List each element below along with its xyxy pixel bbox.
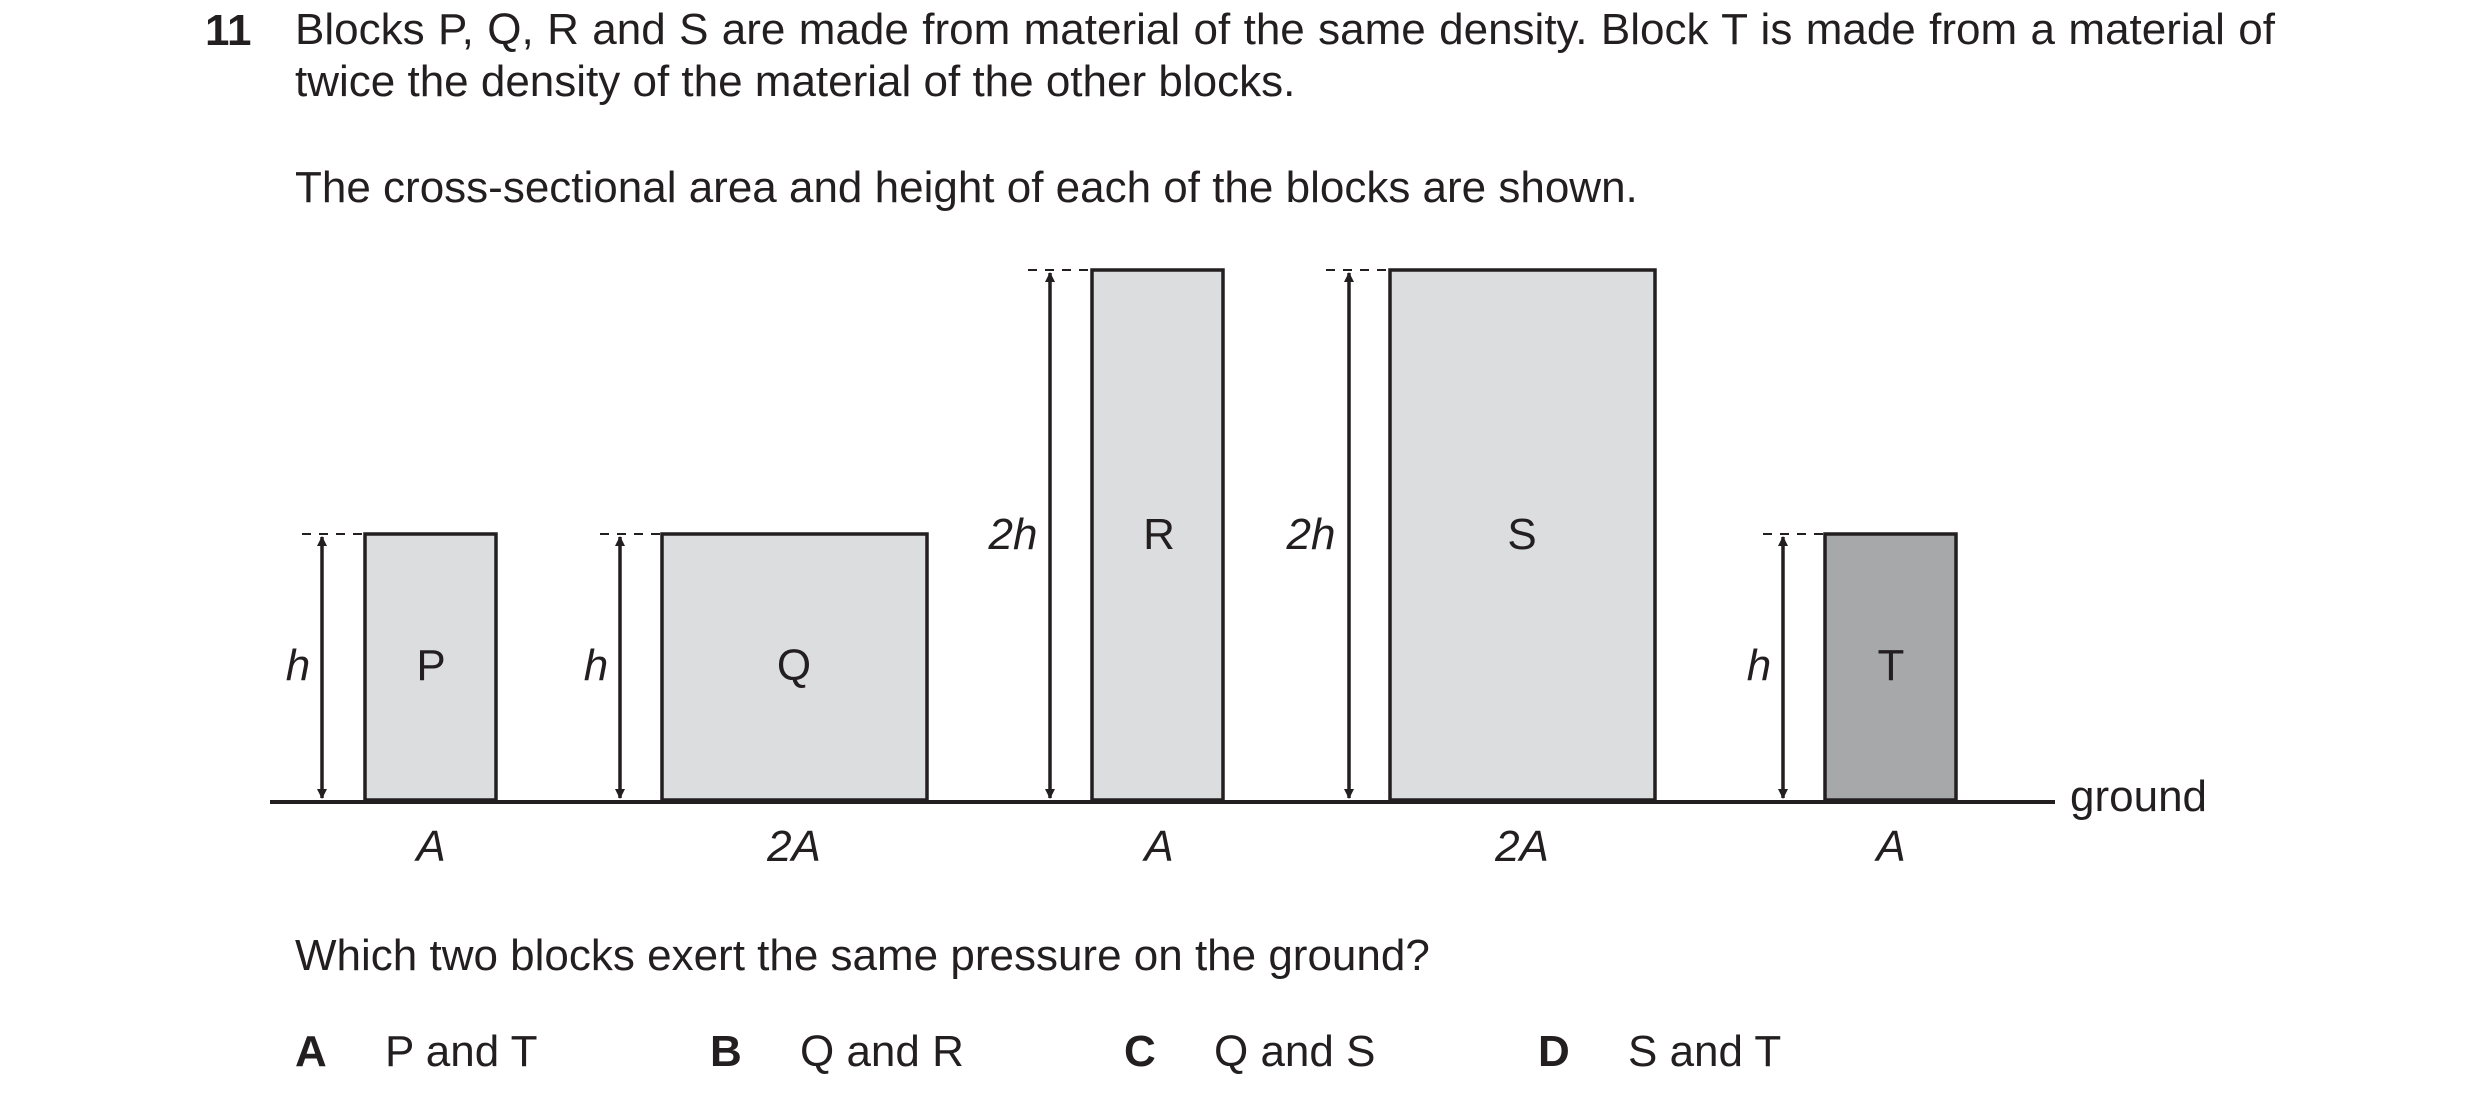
question-prompt: Which two blocks exert the same pressure on the ground?: [295, 931, 1430, 980]
block-r-area-label: A: [1144, 822, 1174, 871]
block-s-height-label: 2h: [1286, 510, 1336, 559]
block-t-area-label: A: [1876, 822, 1906, 871]
option-c-letter[interactable]: C: [1124, 1027, 1156, 1076]
option-d-letter[interactable]: D: [1538, 1027, 1570, 1076]
block-t-label: T: [1877, 641, 1905, 690]
option-a-text[interactable]: P and T: [385, 1027, 538, 1076]
option-c-text[interactable]: Q and S: [1214, 1027, 1376, 1076]
option-a-letter[interactable]: A: [295, 1027, 327, 1076]
block-r: [988, 270, 1223, 871]
block-s-area-label: 2A: [1495, 822, 1549, 871]
block-s-label: S: [1507, 510, 1537, 559]
block-q-label: Q: [776, 641, 812, 690]
block-t-height-label: h: [1746, 641, 1772, 690]
diagram-intro: The cross-sectional area and height of each of the blocks are shown.: [295, 163, 1638, 212]
block-q-area-label: 2A: [767, 822, 821, 871]
block-r-label: R: [1143, 510, 1175, 559]
option-b-text[interactable]: Q and R: [800, 1027, 964, 1076]
block-p-height-label: h: [285, 641, 311, 690]
question-stem: Blocks P, Q, R and S are made from material of the same density. Block T is made from a material of twice the density of the material of the other blocks.: [295, 5, 2275, 106]
block-q: [584, 534, 927, 871]
block-p-label: P: [416, 641, 446, 690]
block-p-area-label: A: [416, 822, 446, 871]
block-r-height-label: 2h: [988, 510, 1038, 559]
question-number: 11: [205, 6, 252, 55]
block-p: [286, 534, 496, 871]
block-s: [1286, 270, 1655, 871]
ground-label: ground: [2070, 772, 2208, 821]
option-b-letter[interactable]: B: [710, 1027, 742, 1076]
block-q-height-label: h: [583, 641, 609, 690]
block-t: [1747, 534, 1956, 871]
option-d-text[interactable]: S and T: [1628, 1027, 1782, 1076]
